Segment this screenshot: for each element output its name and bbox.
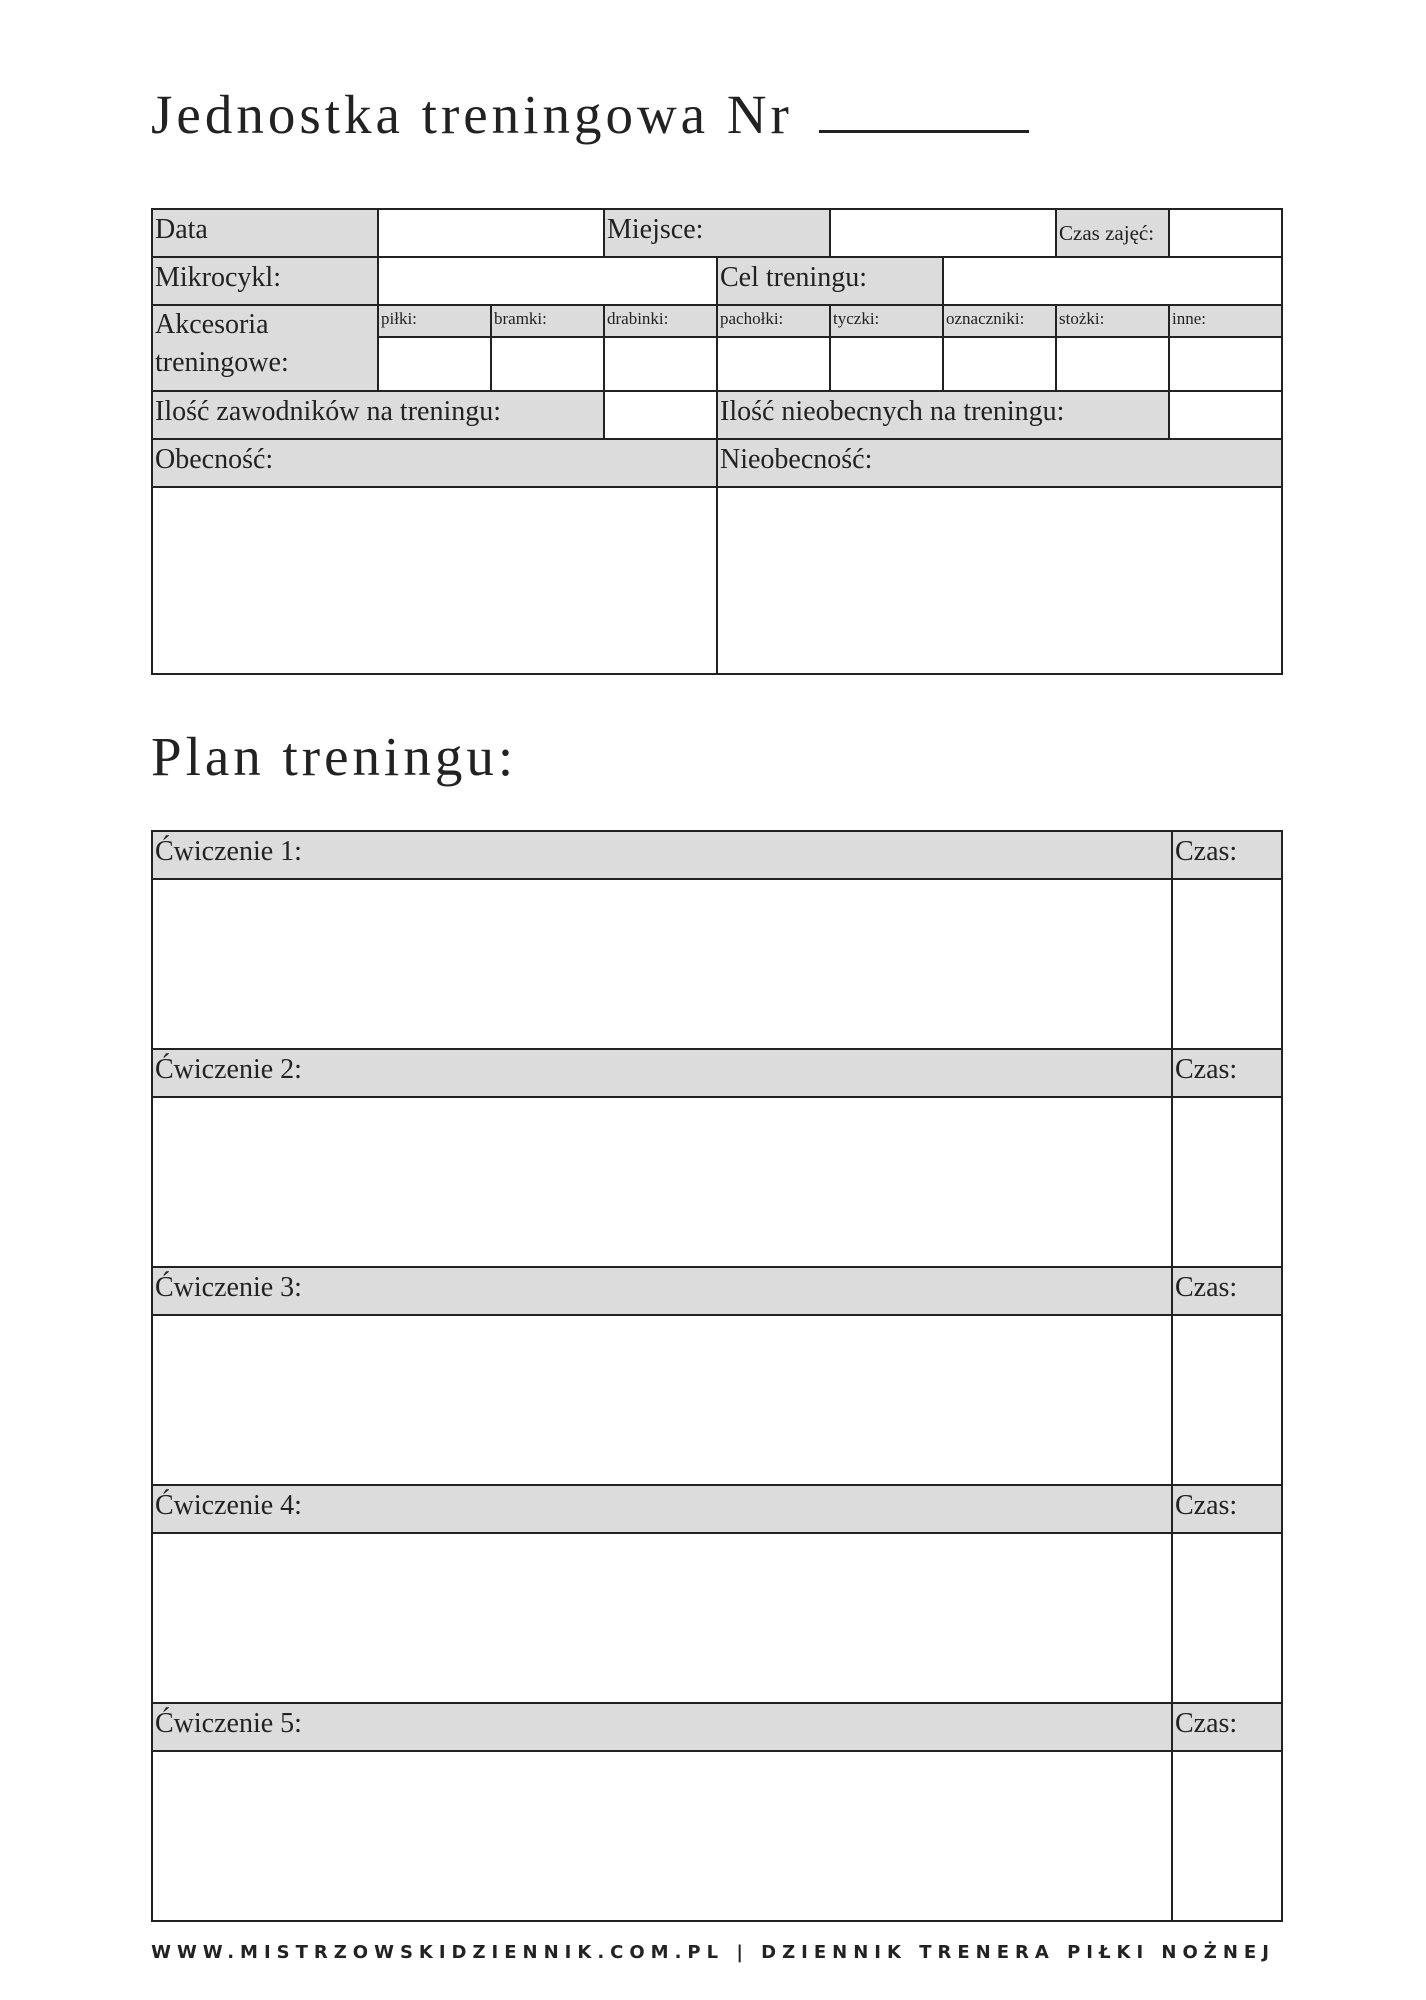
info-table — [151, 208, 1283, 675]
footer-text: WWW.MISTRZOWSKIDZIENNIK.COM.PL | DZIENNIK TRENERA PIŁKI NOŻNEJ — [151, 1942, 1275, 1963]
exercise-4-field[interactable] — [152, 1533, 1172, 1703]
exercise-3-label: Ćwiczenie 3: — [152, 1267, 1172, 1315]
exercise-3-field[interactable] — [152, 1315, 1172, 1485]
accessory-label-ladders: drabinki: — [604, 305, 717, 337]
accessory-field-discs[interactable] — [1056, 337, 1169, 391]
accessory-label-balls: piłki: — [378, 305, 491, 337]
accessory-field-other[interactable] — [1169, 337, 1282, 391]
date-label: Data — [152, 209, 378, 257]
plan-table — [151, 830, 1283, 1922]
attendance-label: Obecność: — [152, 439, 717, 487]
goal-label: Cel treningu: — [717, 257, 943, 305]
accessory-field-cones[interactable] — [717, 337, 830, 391]
exercise-5-time-label: Czas: — [1172, 1703, 1282, 1751]
exercise-2-field[interactable] — [152, 1097, 1172, 1267]
attendance-field[interactable] — [152, 487, 717, 674]
exercise-5-field[interactable] — [152, 1751, 1172, 1921]
exercise-5-time-field[interactable] — [1172, 1751, 1282, 1921]
exercise-2-time-label: Czas: — [1172, 1049, 1282, 1097]
exercise-1-time-label: Czas: — [1172, 831, 1282, 879]
page-title-text: Jednostka treningowa Nr — [151, 84, 793, 145]
exercise-1-field[interactable] — [152, 879, 1172, 1049]
plan-title: Plan treningu: — [151, 726, 518, 787]
exercise-4-label: Ćwiczenie 4: — [152, 1485, 1172, 1533]
page-title — [151, 80, 1029, 150]
accessory-label-discs: stożki: — [1056, 305, 1169, 337]
microcycle-label: Mikrocykl: — [152, 257, 378, 305]
date-field[interactable] — [378, 209, 604, 257]
absent-count-label: Ilość nieobecnych na treningu: — [717, 391, 1169, 439]
exercise-2-time-field[interactable] — [1172, 1097, 1282, 1267]
microcycle-field[interactable] — [378, 257, 717, 305]
accessory-label-poles: tyczki: — [830, 305, 943, 337]
place-field[interactable] — [830, 209, 1056, 257]
accessory-field-ladders[interactable] — [604, 337, 717, 391]
accessories-label: Akcesoria treningowe: — [152, 305, 378, 391]
exercise-4-time-field[interactable] — [1172, 1533, 1282, 1703]
accessory-label-cones: pachołki: — [717, 305, 830, 337]
duration-field[interactable] — [1169, 209, 1282, 257]
exercise-1-label: Ćwiczenie 1: — [152, 831, 1172, 879]
players-count-label: Ilość zawodników na treningu: — [152, 391, 604, 439]
absence-label: Nieobecność: — [717, 439, 1282, 487]
exercise-4-time-label: Czas: — [1172, 1485, 1282, 1533]
exercise-1-time-field[interactable] — [1172, 879, 1282, 1049]
accessory-label-other: inne: — [1169, 305, 1282, 337]
number-blank-line[interactable] — [819, 120, 1029, 133]
absence-field[interactable] — [717, 487, 1282, 674]
exercise-3-time-field[interactable] — [1172, 1315, 1282, 1485]
accessory-label-markers: oznaczniki: — [943, 305, 1056, 337]
exercise-3-time-label: Czas: — [1172, 1267, 1282, 1315]
accessory-field-markers[interactable] — [943, 337, 1056, 391]
accessory-label-goals: bramki: — [491, 305, 604, 337]
duration-label: Czas zajęć: — [1056, 209, 1169, 257]
absent-count-field[interactable] — [1169, 391, 1282, 439]
exercise-5-label: Ćwiczenie 5: — [152, 1703, 1172, 1751]
players-count-field[interactable] — [604, 391, 717, 439]
accessory-field-goals[interactable] — [491, 337, 604, 391]
accessory-field-balls[interactable] — [378, 337, 491, 391]
place-label: Miejsce: — [604, 209, 830, 257]
exercise-2-label: Ćwiczenie 2: — [152, 1049, 1172, 1097]
goal-field[interactable] — [943, 257, 1282, 305]
accessory-field-poles[interactable] — [830, 337, 943, 391]
